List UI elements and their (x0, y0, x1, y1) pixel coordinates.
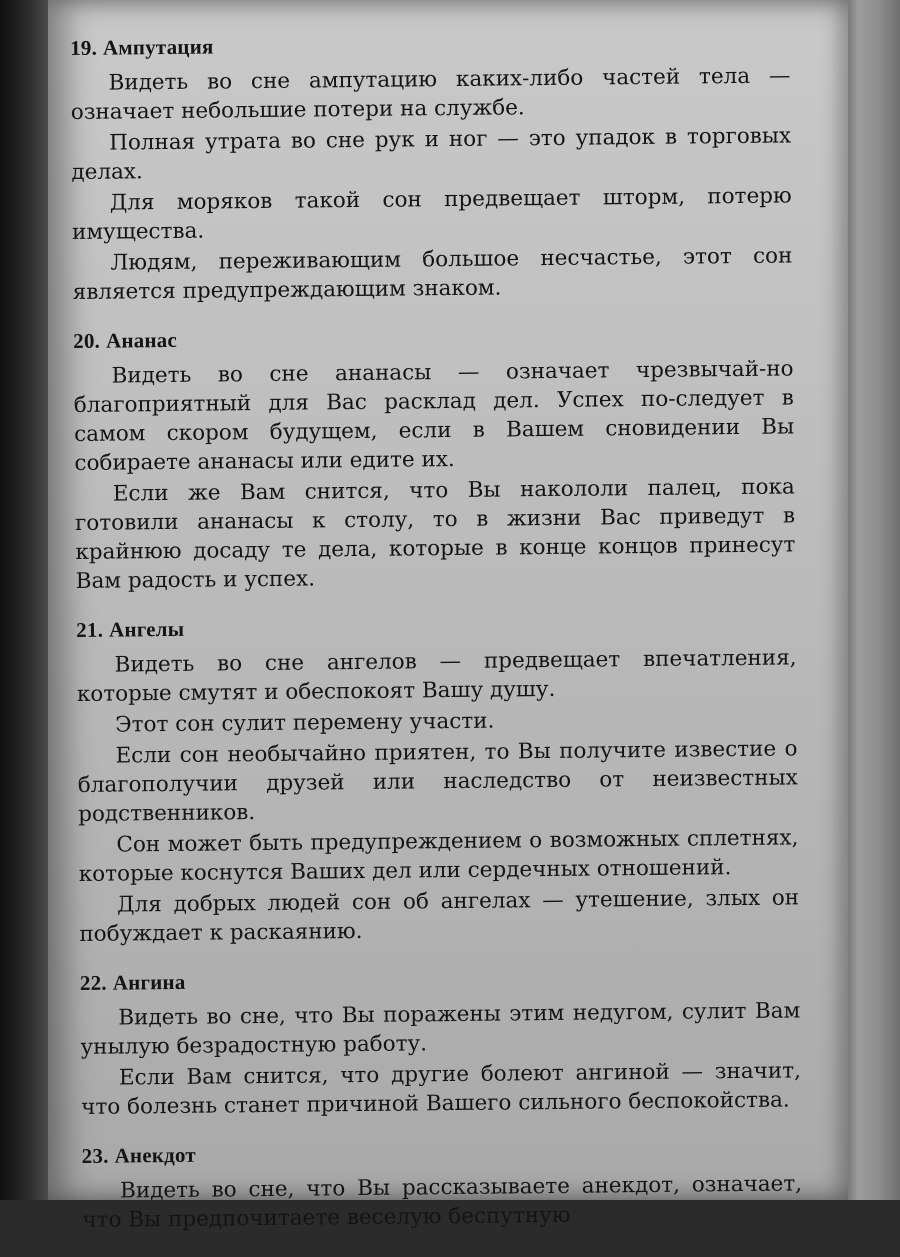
paragraph: Видеть во сне ангелов — предвещает впечатления, которые смутят и обеспокоят Вашу душу. (76, 645, 797, 707)
paragraph: Для добрых людей сон об ангелах — утешение, злых он побуждает к раскаянию. (79, 885, 800, 947)
entry-heading (76, 610, 796, 643)
entry-number: 22. (79, 970, 107, 995)
paragraph: Полная утрата во сне рук и ног — это упадок в торговых делах. (71, 123, 792, 185)
entry-number: 23. (81, 1143, 109, 1168)
book-spine-shadow (0, 0, 48, 1200)
paragraph: Видеть во сне ампутацию каких-либо частей тела — означает небольшие потери на службе. (70, 63, 791, 125)
entry-number: 20. (73, 328, 101, 353)
entry-title: Ангелы (108, 616, 185, 642)
paragraph: Людям, переживающим большое несчастье, этот сон является предупреждающим знаком. (72, 243, 793, 305)
paragraph: Видеть во сне, что Вы поражены этим недугом, сулит Вам унылую безрадостную работу. (80, 998, 801, 1060)
entry-number: 21. (76, 617, 104, 642)
paragraph: Этот сон сулит перемену участи. (115, 708, 495, 738)
paragraph: Если же Вам снится, что Вы накололи палец, пока готовили ананасы к столу, то в жизни Вас приведут в крайнюю досаду те дела, которые в конце концов принесут Вам радость и успех. (74, 474, 796, 594)
entry-number: 19. (70, 35, 98, 60)
paragraph: Если сон необычайно приятен, то Вы получите известие о благополучии друзей или наследство от неизвестных родственников. (77, 736, 798, 827)
entry-heading (73, 321, 793, 354)
paragraph: Если Вам снится, что другие болеют ангиной — значит, что болезнь станет причиной Вашего сильного беспокойства. (81, 1058, 802, 1120)
entry-amputation (70, 28, 793, 307)
entry-title: Ампутация (102, 34, 214, 60)
entry-angina (80, 963, 802, 1122)
entry-angels (76, 610, 799, 949)
paragraph: Видеть во сне ананасы — означает чрезвычай-но благоприятный для Вас расклад дел. Успех по-следует в самом скором будущем, если в Вашем сновидении Вы собираете ананасы или едите их. (73, 356, 795, 476)
entry-title: Ангина (112, 969, 186, 995)
paragraph: Сон может быть предупреждением о возможных сплетнях, которые коснутся Ваших дел или сердечных отношений. (78, 825, 799, 887)
paragraph: Для моряков такой сон предвещает шторм, потерю имущества. (71, 183, 792, 245)
paragraph: Видеть во сне, что Вы рассказываете анекдот, означает, что Вы предпочитаете веселую беспутную (82, 1171, 803, 1233)
entry-anecdote (82, 1136, 803, 1235)
entry-title: Анекдот (114, 1142, 196, 1168)
entry-heading (80, 963, 800, 996)
page-text (70, 28, 803, 1256)
page-edge (848, 0, 900, 1200)
entry-title: Ананас (105, 327, 178, 353)
entry-pineapple (73, 321, 796, 596)
entry-heading (82, 1136, 802, 1169)
